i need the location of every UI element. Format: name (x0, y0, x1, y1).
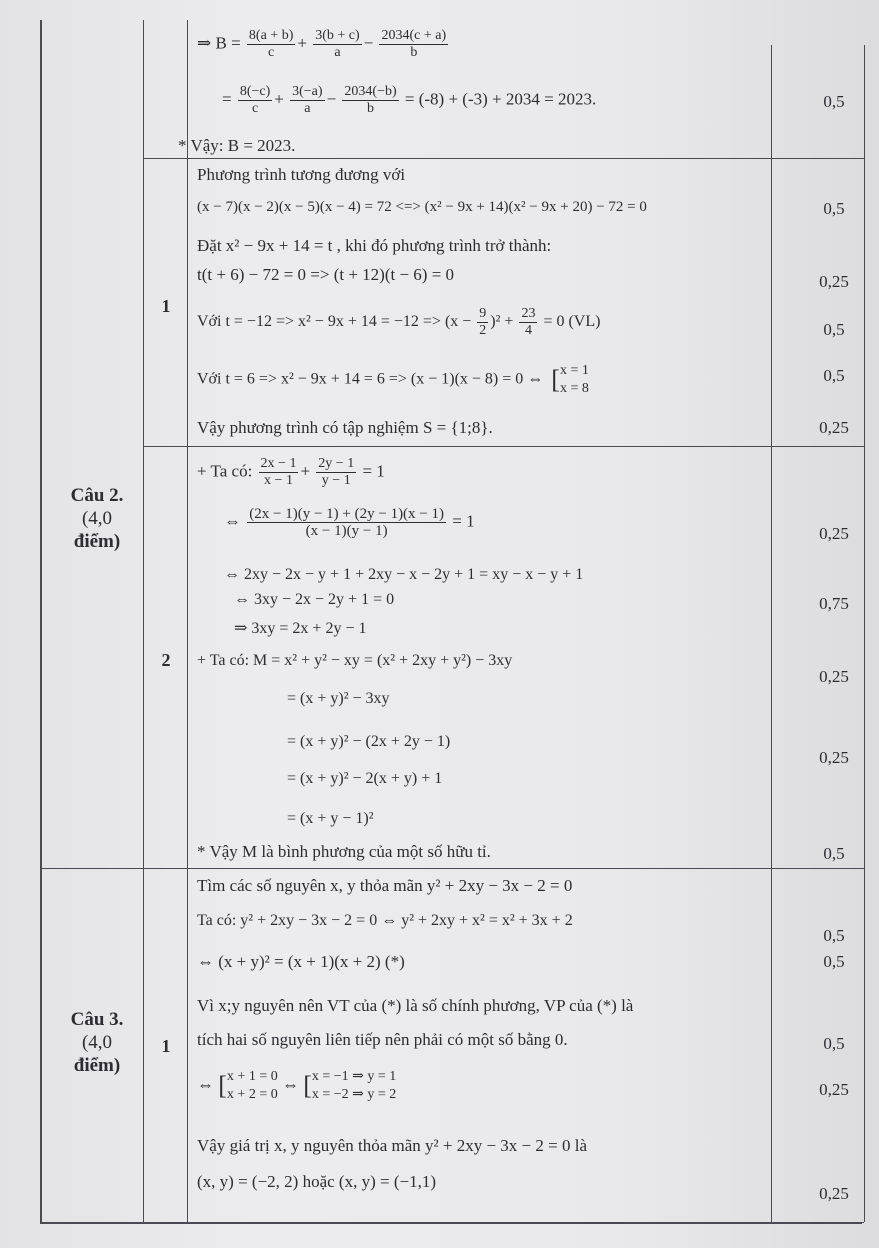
b4-line-7: Vậy giá trị x, y nguyên thỏa mãn y² + 2xy − 3x − 2 = 0 là (197, 1136, 587, 1155)
b2-line-1: Phương trình tương đương với (197, 165, 406, 184)
b2-line-4: t(t + 6) − 72 = 0 => (t + 12)(t − 6) = 0 (197, 265, 455, 284)
row-divider-bottom (40, 1222, 864, 1223)
b4-line-2: Ta có: y² + 2xy − 3x − 2 = 0 ⇔ y² + 2xy + x² = x² + 3x + 2 (197, 912, 573, 929)
row-divider-3 (40, 868, 864, 869)
b3-line-11: * Vậy M là bình phương của một số hữu tỉ. (197, 842, 491, 861)
b3-score-11: 0,5 (823, 844, 845, 863)
question-3-label (42, 1008, 152, 1077)
b3-line-6: + Ta có: M = x² + y² − xy = (x² + 2xy + y²) − 3xy (197, 652, 513, 669)
b2-score-4: 0,25 (819, 272, 849, 291)
b1-frac-5: $\frac{3(-a)}{a}$ (292, 84, 323, 116)
b4-score-8: 0,25 (819, 1184, 849, 1203)
q3-unit: điểm) (73, 1055, 121, 1076)
b1-prefix: ⇒ B = (197, 33, 241, 53)
b3-line-5: ⇒ 3xy = 2x + 2y − 1 (234, 620, 367, 637)
part-1-label: 1 (161, 296, 171, 316)
b2-line-6: Với t = 6 => x² − 9x + 14 = 6 => (x − 1)(x − 8) = 0 ⇔ [x = 1 x = 8 (197, 363, 589, 396)
b4-score-6: 0,25 (819, 1080, 849, 1099)
b2-line-7: Vậy phương trình có tập nghiệm S = {1;8}. (197, 418, 493, 437)
b1-result: = (-8) + (-3) + 2034 = 2023. (404, 89, 597, 109)
b1-conclusion: * Vậy: B = 2023. (178, 136, 296, 155)
b3-score-2: 0,25 (819, 524, 849, 543)
b4-line-1: Tìm các số nguyên x, y thỏa mãn y² + 2xy − 3x − 2 = 0 (197, 876, 573, 895)
b3-line-3: ⇔ 2xy − 2x − y + 1 + 2xy − x − 2y + 1 = xy − x − y + 1 (224, 566, 584, 583)
b4-line-4: Vì x;y nguyên nên VT của (*) là số chính phương, VP của (*) là (197, 996, 634, 1015)
b3-line-9: = (x + y)² − 2(x + y) + 1 (287, 770, 443, 787)
b3-line-8: = (x + y)² − (2x + 2y − 1) (287, 733, 451, 750)
b4-line-5: tích hai số nguyên liên tiếp nên phải có một số bằng 0. (197, 1030, 568, 1049)
part-3-label: 1 (161, 1036, 171, 1056)
b1-score: 0,5 (823, 92, 845, 111)
b4-score-3: 0,5 (823, 952, 845, 971)
b4-line-6: ⇔ [x + 1 = 0 x + 2 = 0 ⇔ [x = −1 ⇒ y = 1 x = −2 ⇒ y = 2 (197, 1069, 397, 1102)
b4-score-5: 0,5 (823, 1034, 845, 1053)
row-divider-2 (143, 446, 864, 447)
b2-score-6: 0,5 (823, 366, 845, 385)
row-divider-1 (143, 158, 864, 159)
b1-frac-6: $\frac{2034(-b)}{b}$ (344, 84, 397, 116)
b1-line-1: ⇒ B = $\frac{8(a + b)}{c}$ + $\frac{3(b + c)}{a}$ − $\frac{2034(c + a)}{b}$ (197, 28, 447, 60)
b1-frac-2: $\frac{3(b + c)}{a}$ (315, 28, 360, 60)
q2-title: Câu 2. (70, 485, 124, 506)
b3-line-10: = (x + y − 1)² (287, 810, 374, 827)
b1-frac-3: $\frac{2034(c + a)}{b}$ (381, 28, 447, 60)
b3-score-6: 0,25 (819, 667, 849, 686)
b3-line-2: ⇔ $\frac{(2x - 1)(y - 1) + (2y - 1)(x - 1)}{(x - 1)(y - 1)}$ = 1 (224, 506, 475, 539)
b2-score-7: 0,25 (819, 418, 849, 437)
b2-line-2: (x − 7)(x − 2)(x − 5)(x − 4) = 72 <=> (x² − 9x + 14)(x² − 9x + 20) − 72 = 0 (197, 199, 647, 215)
b3-line-7: = (x + y)² − 3xy (287, 690, 390, 707)
q3-title: Câu 3. (70, 1009, 124, 1030)
b3-score-8: 0,25 (819, 748, 849, 767)
b2-score-5: 0,5 (823, 320, 845, 339)
b3-line-4: ⇔ 3xy − 2x − 2y + 1 = 0 (234, 591, 395, 608)
b2-line-5: Với t = −12 => x² − 9x + 14 = −12 => (x − $\frac{9}{2}$ )² + $\frac{23}{4}$ = 0 (VL) (197, 306, 601, 338)
b3-score-4: 0,75 (819, 594, 849, 613)
q2-points: (4,0 (81, 508, 113, 529)
b2-line-3: Đặt x² − 9x + 14 = t , khi đó phương trình trở thành: (197, 236, 552, 255)
b1-frac-4: $\frac{8(-c)}{c}$ (239, 84, 271, 116)
b2-score-2: 0,5 (823, 199, 845, 218)
b4-score-2: 0,5 (823, 926, 845, 945)
q3-points: (4,0 (81, 1032, 113, 1053)
b3-line-1: + Ta có: $\frac{2x - 1}{x - 1}$ + $\frac{2y - 1}{y - 1}$ = 1 (197, 456, 385, 488)
b4-line-3: ⇔ (x + y)² = (x + 1)(x + 2) (*) (197, 952, 405, 971)
b1-frac-1: $\frac{8(a + b)}{c}$ (248, 28, 294, 60)
question-2-label (42, 484, 152, 553)
q2-unit: điểm) (73, 531, 121, 552)
b1-line-2: = $\frac{8(-c)}{c}$ + $\frac{3(-a)}{a}$ − $\frac{2034(-b)}{b}$ = (-8) + (-3) + 2034 = 2023. (222, 84, 597, 116)
b4-line-8: (x, y) = (−2, 2) hoặc (x, y) = (−1,1) (197, 1172, 436, 1191)
part-2-label: 2 (161, 650, 171, 670)
